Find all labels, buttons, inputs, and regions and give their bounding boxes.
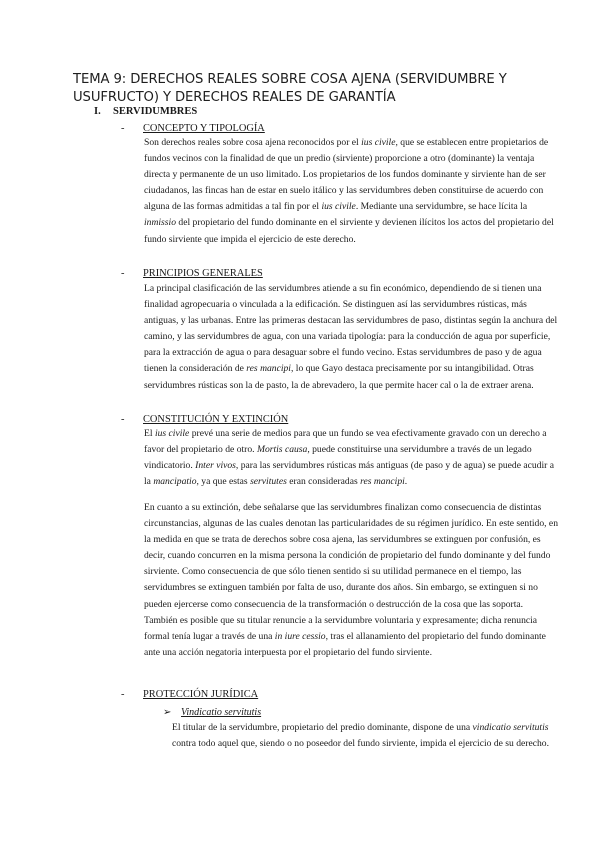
bullet-dash: - (121, 268, 125, 279)
subsection-label: CONCEPTO Y TIPOLOGÍA (143, 123, 265, 134)
paragraph-vindicatio: El titular de la servidumbre, propietario del predio dominante, dispone de una vindicatio servitutis contra todo aquel que, siendo o no poseedor del fundo sirviente, impida el ejercicio de su derecho. (172, 722, 549, 750)
subsection-heading-concepto (121, 123, 265, 135)
arrow-bullet-icon: ➢ (163, 707, 172, 718)
subsection-heading-principios (121, 268, 263, 280)
paragraph-extincion: En cuanto a su extinción, debe señalarse que las servidumbres finalizan como consecuencia de distintas circunstancias, algunas de las cuales denotan las particularidades de su régimen jurídico. En este sentido, en la medida en que se trata de derechos sobre cosa ajena, las servidumbres se extinguen por confusión, es decir, cuando concurren en la misma persona la condición de propietario del fundo dominante y del fundo sirviente. Como consecuencia de que sólo tienen sentido si su utilidad permanece en el tiempo, las servidumbres se extinguen también por falta de uso, durante dos años. Sin embargo, se extinguen si no pueden ejercerse como consecuencia de la transformación o destrucción de la cosa que las soporta. También es posible que su titular renuncie a la servidumbre voluntaria y expresamente; dicha renuncia formal tenía lugar a través de una in iure cessio, tras el allanamiento del propietario del fundo dominante ante una acción negatoria interpuesta por el propietario del fundo sirviente. (144, 502, 558, 658)
vindicatio-heading (163, 707, 261, 719)
bullet-dash: - (121, 123, 125, 134)
section-label: SERVIDUMBRES (113, 106, 198, 117)
page-title: TEMA 9: DERECHOS REALES SOBRE COSA AJENA (SERVIDUMBRE Y USUFRUCTO) Y DERECHOS REALES DE GARANTÍA (73, 72, 507, 105)
paragraph-concepto: Son derechos reales sobre cosa ajena reconocidos por el ius civile, que se establecen entre propietarios de fundos vecinos con la finalidad de que un predio (sirviente) proporcione a otro (dominante) la ventaja directa y permanente de un uso limitado. Los propietarios de los fundos dominante y sirviente han de ser ciudadanos, las fincas han de estar en suelo itálico y las servidumbres deben constituirse de acuerdo con alguna de las formas admitidas a tal fin por el ius civile. Mediante una servidumbre, se hace lícita la inmissio del propietario del fundo dominante en el sirviente y devienen ilícitos los actos del propietario del fundo sirviente que impida el ejercicio de este derecho. (144, 137, 554, 245)
subsection-label: PRINCIPIOS GENERALES (143, 268, 263, 279)
bullet-dash: - (121, 689, 125, 700)
section-heading (94, 106, 197, 117)
bullet-dash: - (121, 414, 125, 425)
subsection-label: CONSTITUCIÓN Y EXTINCIÓN (143, 414, 289, 425)
subsection-label: PROTECCIÓN JURÍDICA (143, 689, 259, 700)
paragraph-constitucion: El ius civile prevé una serie de medios para que un fundo se vea efectivamente gravado con un derecho a favor del propietario de otro. Mortis causa, puede constituirse una servidumbre a través de un legado vindicatorio. Inter vivos, para las servidumbres rústicas más antiguas (de paso y de agua) se puede acudir a la mancipatio, ya que estas servitutes eran consideradas res mancipi. (144, 428, 555, 488)
subsection-heading-constitucion (121, 414, 288, 426)
subsection-heading-proteccion (121, 689, 258, 701)
vindicatio-label: Vindicatio servitutis (181, 707, 262, 718)
section-number: I. (94, 106, 101, 117)
paragraph-principios: La principal clasificación de las servidumbres atiende a su fin económico, dependiendo de si tienen una finalidad agropecuaria o vinculada a la edificación. Se distinguen así las servidumbres rústicas, más antiguas, y las urbanas. Entre las primeras destacan las servidumbres de paso, distintas según la anchura del camino, y las servidumbres de agua, con una variada tipología: para la conducción de agua por superficie, para la extracción de agua o para desaguar sobre el fundo vecino. Estas servidumbres de paso y de agua tienen la consideración de res mancipi, lo que Gayo destaca precisamente por su intangibilidad. Otras servidumbres rústicas son la de pasto, la de abrevadero, la que permite hacer cal o la de extraer arena. (144, 283, 558, 391)
